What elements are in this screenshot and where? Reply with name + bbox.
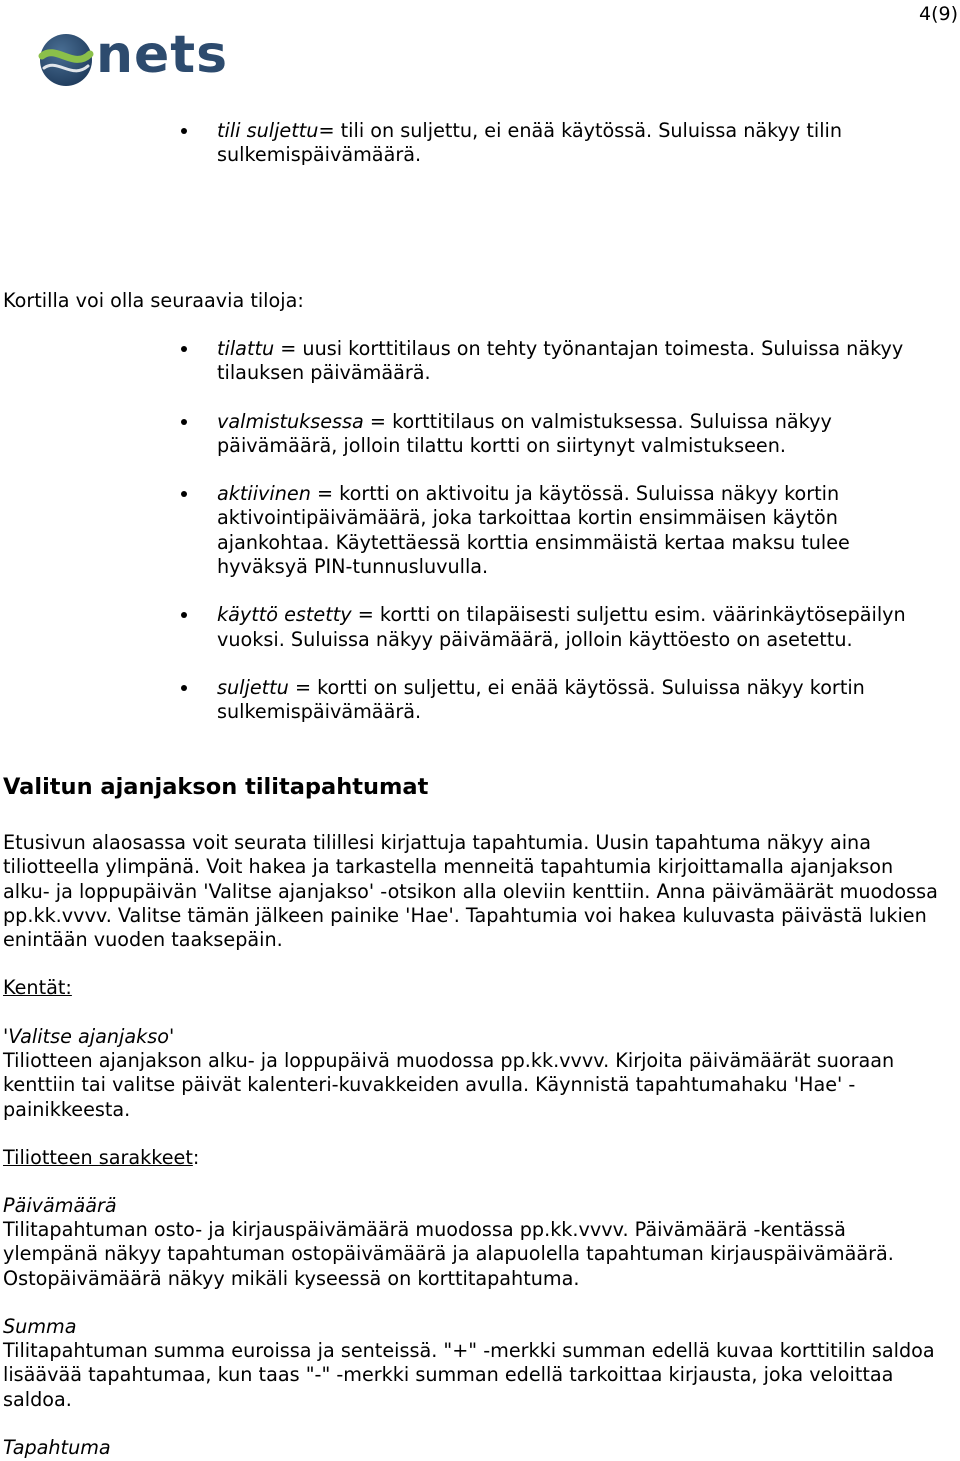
- nets-globe-icon: [38, 30, 94, 90]
- column-desc: Tilitapahtuman summa euroissa ja senteissä. "+" -merkki summan edellä kuvaa korttitilin saldoa lisäävää tapahtumaa, kun taas "-" -merkki summan edellä tarkoittaa kirjausta, joka veloittaa saldoa.: [3, 1339, 935, 1411]
- column-name-text: Tapahtuma: [3, 1436, 111, 1459]
- state-desc: = kortti on aktivoitu ja käytössä. Suluissa näkyy kortin aktivointipäivämäärä, joka tarkoittaa kortin ensimmäisen käytön ajankohtaa. Käytettäessä korttia ensimmäistä kertaa maksu tulee hyväksyä PIN-tunnusluvulla.: [217, 482, 850, 579]
- state-desc: = kortti on suljettu, ei enää käytössä. Suluissa näkyy kortin sulkemispäivämäärä.: [217, 675, 865, 724]
- card-state-list: [0, 337, 960, 725]
- columns-heading: [3, 1146, 944, 1170]
- state-desc: = kortti on tilapäisesti suljettu esim. väärinkäytösepäilyn vuoksi. Suluissa näkyy päivämäärä, jolloin käyttöesto on asetettu.: [217, 603, 906, 651]
- state-term: aktiivinen: [217, 482, 311, 506]
- state-desc: = korttitilaus on valmistuksessa. Suluissa näkyy päivämäärä, jolloin tilattu kortti on siirtynyt valmistukseen.: [217, 409, 832, 457]
- section-intro: Etusivun alaosassa voit seurata tilillesi kirjattuja tapahtumia. Uusin tapahtuma näkyy aina tiliotteella ylimpänä. Voit hakea ja tarkastella menneitä tapahtumia kirjoittamalla ajanjakson alku- ja loppupäivän 'Valitse ajanjakso' -otsikon alla oleviin kenttiin. Anna päivämäärät muodossa pp.kk.vvvv. Valitse tämän jälkeen painike 'Hae'. Tapahtumia voi hakea kuluvasta päivästä lukien enintään vuoden taaksepäin.: [3, 831, 938, 952]
- column-name: [3, 1315, 944, 1339]
- section-title: Valitun ajanjakson tilitapahtumat: [3, 774, 429, 800]
- list-item: [0, 410, 960, 459]
- column-name-text: Summa: [3, 1315, 77, 1338]
- list-item: [0, 337, 960, 386]
- list-item: [0, 119, 960, 168]
- field-name: [3, 1025, 944, 1049]
- bullet-icon: [181, 419, 187, 425]
- field-desc: Tiliotteen ajanjakson alku- ja loppupäivä muodossa pp.kk.vvvv. Kirjoita päivämäärät suoraan kenttiin tai valitse päivät kalenteri-kuvakkeiden avulla. Käynnistä tapahtumahaku 'Hae' -painikkeesta.: [3, 1049, 895, 1121]
- list-item: [0, 676, 960, 725]
- card-states-intro: Kortilla voi olla seuraavia tiloja:: [3, 289, 304, 312]
- bullet-icon: [181, 128, 187, 134]
- state-term: suljettu: [217, 675, 289, 699]
- bullet-icon: [181, 685, 187, 691]
- state-term: käyttö estetty: [217, 603, 352, 627]
- column-name: [3, 1436, 944, 1460]
- state-desc: = uusi korttitilaus on tehty työnantajan toimesta. Suluissa näkyy tilauksen päivämäärä.: [217, 337, 904, 385]
- field-name-text: 'Valitse ajanjakso': [3, 1025, 175, 1048]
- column-name-text: Päivämäärä: [3, 1194, 117, 1217]
- bullet-icon: [181, 346, 187, 352]
- list-item: [0, 603, 960, 652]
- state-term: tilattu: [217, 337, 275, 360]
- state-term: valmistuksessa: [217, 409, 364, 433]
- logo-wordmark: nets: [96, 25, 229, 85]
- bullet-icon: [181, 612, 187, 618]
- page-number: 4(9): [918, 3, 958, 25]
- nets-logo: [38, 25, 238, 92]
- column-name: [3, 1194, 944, 1218]
- columns-label: Tiliotteen sarakkeet: [3, 1146, 193, 1169]
- bullet-icon: [181, 491, 187, 497]
- column-desc: Tilitapahtuman osto- ja kirjauspäivämäärä muodossa pp.kk.vvvv. Päivämäärä -kentässä ylempänä näkyy tapahtuman ostopäivämäärä ja alapuolella tapahtuman kirjauspäivämäärä. Ostopäivämäärä näkyy mikäli kyseessä on korttitapahtuma.: [3, 1218, 894, 1290]
- list-item: [0, 482, 960, 579]
- columns-colon: :: [192, 1146, 200, 1169]
- fields-label: Kentät:: [3, 976, 72, 999]
- account-state-list: [0, 119, 960, 168]
- state-desc: = tili on suljettu, ei enää käytössä. Suluissa näkyy tilin sulkemispäivämäärä.: [217, 119, 843, 167]
- state-term: tili suljettu: [217, 119, 319, 142]
